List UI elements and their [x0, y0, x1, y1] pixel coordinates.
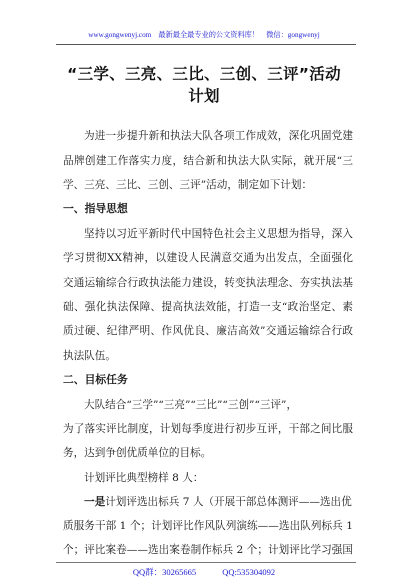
section1-line: 学习贯彻XX精神，以建设人民满意交通为出发点，全面强化	[63, 252, 353, 264]
watermark-footer	[0, 566, 408, 578]
item1-line: 质服务干部 1 个；计划评比作风队列演练——选出队列标兵 1	[63, 520, 353, 532]
section1-line: 执法队伍。	[63, 350, 116, 362]
section-heading-guiding-ideology: 一、指导思想	[63, 202, 128, 215]
section1-line: 交通运输综合行政执法能力建设，转变执法理念、夯实执法基	[63, 277, 353, 289]
section1-line: 坚持以习近平新时代中国特色社会主义思想为指导，深入	[84, 228, 353, 240]
intro-line: 品牌创建工作落实力度，结合新和执法大队实际，就开展“三	[63, 155, 353, 167]
footer-divider	[56, 562, 356, 563]
document-title-line-2: 计划	[188, 87, 220, 105]
footer-qq-group: QQ群：30265665	[132, 567, 197, 577]
section2-line: 为了落实评比制度，计划每季度进行初步互评，干部之间比服	[63, 423, 353, 435]
intro-line: 学、三亮、三比、三创、三评”活动，制定如下计划：	[63, 179, 313, 191]
section2-line: 计划评比典型榜样 8 人：	[84, 472, 204, 484]
document-title-line-1: “三学、三亮、三比、三创、三评”活动	[67, 65, 341, 83]
section2-line: 务，达到争创优质单位的目标。	[63, 447, 212, 459]
section1-line: 质过硬、纪律严明、作风优良、廉洁高效”交通运输综合行政	[63, 325, 353, 337]
item1-line: 个；评比案卷——选出案卷制作标兵 2 个；计划评比学习强国	[63, 544, 353, 556]
item1-first-line-text: 计划评选出标兵 7 人（开展干部总体测评——选出优	[105, 496, 352, 508]
footer-qq: QQ:535304092	[222, 567, 276, 577]
watermark-header: www.gongwenyj.com 最新最全最专业的公文资料库！ 微信：gongwenyj	[88, 31, 320, 39]
header-divider	[56, 44, 356, 45]
intro-line: 为进一步提升新和执法大队各项工作成效，深化巩固党建	[84, 130, 353, 142]
item1-lead: 一是	[84, 496, 106, 508]
section1-line: 础、强化执法保障、提高执法效能，打造一支“政治坚定、素	[63, 301, 353, 313]
item1-first-line	[84, 495, 353, 509]
section-heading-targets: 二、目标任务	[63, 373, 128, 386]
section2-line: 大队结合“三学”“三亮”“三比”“三创”“三评”，	[84, 399, 298, 411]
